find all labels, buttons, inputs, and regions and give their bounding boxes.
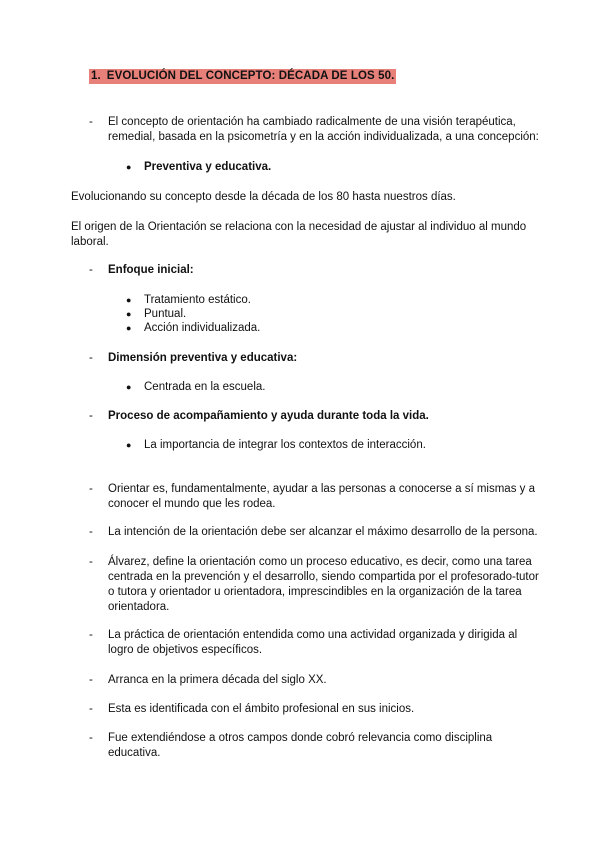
dash-marker: - <box>89 264 93 276</box>
dash-marker: - <box>89 483 93 495</box>
point-line: orientadora. <box>108 601 170 613</box>
dash-marker: - <box>89 732 93 744</box>
dimension-item-text: Centrada en la escuela. <box>144 381 266 393</box>
bullet-dot: ● <box>126 323 132 333</box>
intro-line-2: remedial, basada en la psicometría y en la acción individualizada, a una concepción: <box>108 131 539 143</box>
origen-line-1: El origen de la Orientación se relaciona con la necesidad de ajustar al individuo al mundo <box>71 221 527 233</box>
point-line: educativa. <box>108 747 161 759</box>
point-line: Álvarez, define la orientación como un proceso educativo, es decir, como una tarea <box>108 556 532 568</box>
heading-number: 1. <box>91 70 101 82</box>
intro-line-1: El concepto de orientación ha cambiado radicalmente de una visión terapéutica, <box>108 116 516 128</box>
dash-marker: - <box>89 556 93 568</box>
dash-marker: - <box>89 526 93 538</box>
bullet-dot: ● <box>126 309 132 319</box>
enfoque-item-text: Acción individualizada. <box>144 322 261 334</box>
point-line: Esta es identificada con el ámbito profesional en sus inicios. <box>108 703 415 715</box>
enfoque-item-text: Puntual. <box>144 308 187 320</box>
section-heading <box>89 70 396 82</box>
dash-marker: - <box>89 629 93 641</box>
point-line: Fue extendiéndose a otros campos donde cobró relevancia como disciplina <box>108 732 493 744</box>
dash-marker: - <box>89 703 93 715</box>
point-line: centrada en la prevención y el desarrollo, siendo compartida por el profesorado-tutor <box>108 571 539 583</box>
paragraph-evolucion: Evolucionando su concepto desde la década de los 80 hasta nuestros días. <box>71 191 456 203</box>
proceso-item-text: La importancia de integrar los contextos de interacción. <box>144 439 426 451</box>
point-line: Orientar es, fundamentalmente, ayudar a las personas a conocerse a sí mismas y a <box>108 483 535 495</box>
point-line: conocer el mundo que les rodea. <box>108 498 276 510</box>
dash-marker: - <box>89 410 93 422</box>
heading-highlight <box>89 69 396 84</box>
paragraph-origen <box>71 220 541 250</box>
dimension-title: Dimensión preventiva y educativa: <box>108 352 298 364</box>
bullet-preventiva-text: Preventiva y educativa. <box>144 161 272 173</box>
bullet-dot: ● <box>126 162 132 172</box>
enfoque-title: Enfoque inicial: <box>108 264 194 276</box>
point-line: Arranca en la primera década del siglo XX. <box>108 674 327 686</box>
point-line: La práctica de orientación entendida como una actividad organizada y dirigida al <box>108 629 518 641</box>
origen-line-2: laboral. <box>71 236 109 248</box>
bullet-dot: ● <box>126 382 132 392</box>
proceso-title: Proceso de acompañamiento y ayuda durante toda la vida. <box>108 410 429 422</box>
point-line: La intención de la orientación debe ser alcanzar el máximo desarrollo de la persona. <box>108 526 538 538</box>
enfoque-item-text: Tratamiento estático. <box>144 294 251 306</box>
bullet-dot: ● <box>126 440 132 450</box>
heading-text: EVOLUCIÓN DEL CONCEPTO: DÉCADA DE LOS 50. <box>106 70 395 82</box>
bullet-dot: ● <box>126 295 132 305</box>
dash-marker: - <box>89 352 93 364</box>
point-line: logro de objetivos específicos. <box>108 644 263 656</box>
dash-marker: - <box>89 116 93 128</box>
point-line: o tutora y orientador u orientadora, imprescindibles en la organización de la tarea <box>108 586 522 598</box>
dash-marker: - <box>89 674 93 686</box>
